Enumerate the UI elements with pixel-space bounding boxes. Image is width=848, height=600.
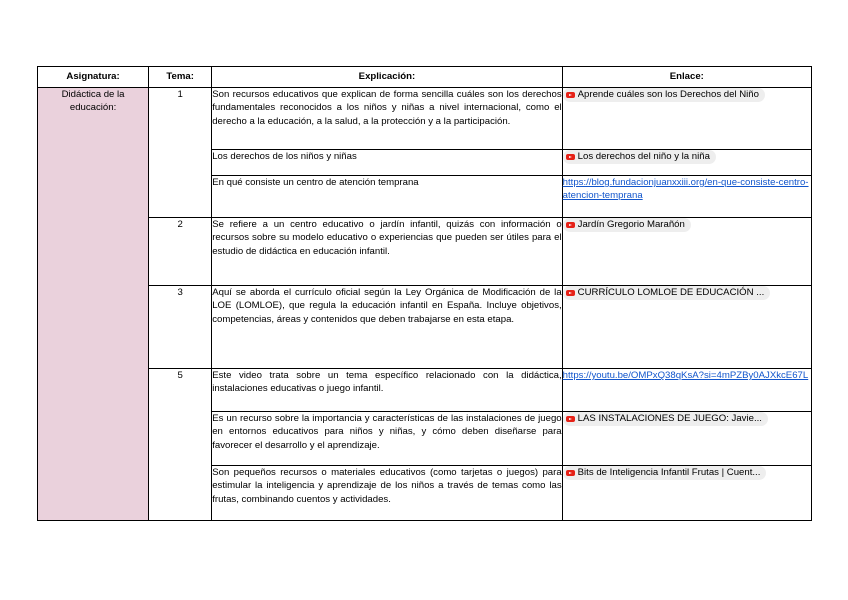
- enlace-cell: [562, 88, 811, 150]
- explicacion-cell: Son pequeños recursos o materiales educativos (como tarjetas o juegos) para estimular la inteligencia y aprendizaje de los niños a través de temas como las frutas, combinando cuentos y actividades.: [212, 466, 562, 521]
- enlace-cell: [562, 369, 811, 412]
- url-link[interactable]: https://blog.fundacionjuanxxiii.org/en-que-consiste-centro-atencion-temprana: [562, 177, 809, 202]
- enlace-cell: [562, 466, 811, 521]
- explicacion-cell: Aquí se aborda el currículo oficial según la Ley Orgánica de Modificación de la LOE (LOMLOE), que regula la educación infantil en España. Incluye objetivos, competencias, áreas y contenidos que deben trabajarse en esta etapa.: [212, 286, 562, 369]
- table-row: [38, 369, 812, 412]
- table-row: [38, 218, 812, 286]
- tema-cell: 1: [149, 88, 212, 218]
- explicacion-cell: En qué consiste un centro de atención temprana: [212, 176, 562, 218]
- youtube-icon: [566, 92, 575, 98]
- youtube-link-chip[interactable]: [563, 466, 767, 480]
- enlace-cell: [562, 286, 811, 369]
- link-label: Bits de Inteligencia Infantil Frutas | Cuent...: [577, 467, 761, 479]
- explicacion-cell: Este video trata sobre un tema específico relacionado con la didáctica, instalaciones educativas o juego infantil.: [212, 369, 562, 412]
- youtube-icon: [566, 154, 575, 160]
- youtube-link-chip[interactable]: [563, 286, 771, 300]
- asignatura-cell: Didáctica de la educación:: [38, 88, 149, 521]
- header-enlace: Enlace:: [562, 67, 811, 88]
- tema-cell: 2: [149, 218, 212, 286]
- enlace-cell: [562, 218, 811, 286]
- link-label: Aprende cuáles son los Derechos del Niño: [577, 89, 759, 101]
- link-label: Jardín Gregorio Marañón: [577, 219, 685, 231]
- enlace-cell: [562, 412, 811, 466]
- youtube-link-chip[interactable]: [563, 412, 768, 426]
- youtube-icon: [566, 222, 575, 228]
- explicacion-cell: Es un recurso sobre la importancia y características de las instalaciones de juego en entornos educativos para niños y niñas, y cómo deben diseñarse para favorecer el desarrollo y el aprendizaje.: [212, 412, 562, 466]
- enlace-cell: [562, 150, 811, 176]
- explicacion-cell: Se refiere a un centro educativo o jardín infantil, quizás con información o recursos sobre su modelo educativo o experiencias que pueden ser útiles para el estudio de didáctica en educación infantil.: [212, 218, 562, 286]
- url-link[interactable]: https://youtu.be/OMPxQ38qKsA?si=4mPZBy0AJXkcE67L: [562, 370, 809, 381]
- tema-cell: 5: [149, 369, 212, 521]
- enlace-cell: [562, 176, 811, 218]
- youtube-icon: [566, 416, 575, 422]
- youtube-icon: [566, 290, 575, 296]
- link-label: LAS INSTALACIONES DE JUEGO: Javie...: [577, 413, 762, 425]
- header-asignatura: Asignatura:: [38, 67, 149, 88]
- link-label: Los derechos del niño y la niña: [577, 151, 710, 163]
- youtube-link-chip[interactable]: [563, 150, 716, 164]
- explicacion-cell: Los derechos de los niños y niñas: [212, 150, 562, 176]
- youtube-link-chip[interactable]: [563, 218, 691, 232]
- resources-table: [37, 66, 812, 521]
- table-row: [38, 88, 812, 150]
- header-tema: Tema:: [149, 67, 212, 88]
- table-row: [38, 286, 812, 369]
- header-explicacion: Explicación:: [212, 67, 562, 88]
- header-row: [38, 67, 812, 88]
- tema-cell: 3: [149, 286, 212, 369]
- youtube-icon: [566, 470, 575, 476]
- link-label: CURRÍCULO LOMLOE DE EDUCACIÓN ...: [577, 287, 765, 299]
- youtube-link-chip[interactable]: [563, 88, 765, 102]
- explicacion-cell: Son recursos educativos que explican de forma sencilla cuáles son los derechos fundamentales reconocidos a los niños y niñas a nivel internacional, como el derecho a la educación, a la salud, a la protección y a la participación.: [212, 88, 562, 150]
